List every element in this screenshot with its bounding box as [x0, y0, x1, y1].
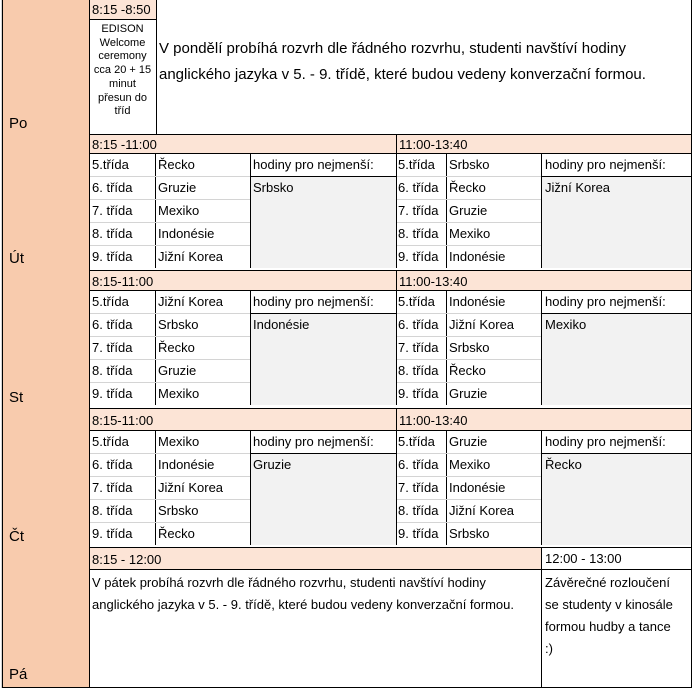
- day-label-monday: Po: [9, 115, 28, 132]
- country-cell: [446, 222, 541, 245]
- border-line: [396, 270, 397, 405]
- class-name: 7. třída: [398, 480, 439, 495]
- day-cell-monday: [3, 0, 89, 134]
- country-cell: [155, 153, 250, 176]
- small-kids-value-cell: [250, 176, 396, 268]
- row-gridline: [90, 199, 250, 200]
- friday-farewell-line: :): [545, 641, 553, 656]
- small-kids-value-cell: [541, 453, 692, 545]
- class-name: 6. třída: [92, 180, 133, 195]
- friday-description-line: V pátek probíhá rozvrh dle řádného rozvrhu, studenti navštíví hodiny: [92, 575, 486, 590]
- small-kids-header-cell: [250, 430, 396, 453]
- small-kids-header-cell: [250, 290, 396, 313]
- class-cell: [89, 522, 155, 545]
- border-line: [541, 313, 692, 314]
- class-name: 7. třída: [92, 203, 133, 218]
- small-kids-header: hodiny pro nejmenší:: [253, 434, 374, 449]
- row-gridline: [397, 176, 541, 177]
- day-spacer: [3, 408, 89, 430]
- class-cell: [89, 359, 155, 382]
- border-line: [89, 569, 692, 570]
- small-kids-country: Mexiko: [545, 317, 587, 332]
- border-line: [89, 290, 692, 291]
- monday-description-cell: [156, 0, 692, 134]
- friday-farewell-line: formou hudby a tance: [545, 619, 671, 634]
- friday-farewell-line: Závěrečné rozloučení: [545, 575, 671, 590]
- class-name: 8. třída: [92, 226, 133, 241]
- day-spacer: [3, 270, 89, 290]
- class-name: 7. třída: [398, 203, 439, 218]
- country-name: Mexiko: [449, 226, 491, 241]
- class-name: 7. třída: [92, 480, 133, 495]
- class-cell: [89, 476, 155, 499]
- row-gridline: [90, 336, 250, 337]
- time-right: 11:00-13:40: [399, 274, 468, 289]
- class-name: 5.třída: [92, 434, 129, 449]
- class-cell: [396, 522, 446, 545]
- row-gridline: [90, 359, 250, 360]
- small-kids-header-cell: [541, 430, 692, 453]
- border-line: [89, 547, 692, 548]
- friday-time-left: 8:15 - 12:00: [92, 552, 162, 567]
- country-cell: [155, 430, 250, 453]
- country-name: Mexiko: [158, 203, 200, 218]
- day-spacer: [3, 134, 89, 153]
- country-cell: [446, 245, 541, 268]
- day-spacer: [3, 547, 89, 569]
- class-cell: [396, 313, 446, 336]
- country-cell: [446, 359, 541, 382]
- class-cell: [89, 176, 155, 199]
- country-cell: [155, 499, 250, 522]
- country-name: Mexiko: [158, 386, 200, 401]
- country-name: Řecko: [158, 157, 195, 172]
- country-cell: [446, 176, 541, 199]
- small-kids-header: hodiny pro nejmenší:: [545, 157, 666, 172]
- class-name: 7. třída: [398, 340, 439, 355]
- day-cell-friday: [3, 569, 89, 688]
- class-name: 8. třída: [398, 503, 439, 518]
- row-gridline: [397, 359, 541, 360]
- country-cell: [155, 199, 250, 222]
- class-name: 8. třída: [92, 503, 133, 518]
- small-kids-value-cell: [250, 453, 396, 545]
- country-cell: [446, 313, 541, 336]
- row-gridline: [397, 453, 541, 454]
- monday-time-cell: [89, 0, 156, 19]
- edison-line: cca 20 + 15: [93, 64, 152, 77]
- small-kids-header-cell: [541, 153, 692, 176]
- small-kids-country: Indonésie: [253, 317, 310, 332]
- country-name: Gruzie: [449, 386, 488, 401]
- time-right: 11:00-13:40: [399, 413, 468, 428]
- country-name: Srbsko: [449, 157, 490, 172]
- border-line: [541, 430, 542, 545]
- row-gridline: [397, 476, 541, 477]
- time-right-cell: [396, 270, 692, 290]
- class-name: 6. třída: [92, 457, 133, 472]
- country-cell: [155, 176, 250, 199]
- row-gridline: [90, 382, 250, 383]
- class-cell: [396, 199, 446, 222]
- edison-line: ceremony: [98, 50, 147, 63]
- friday-farewell-line: se studenty v kinosále: [545, 597, 673, 612]
- country-name: Jižní Korea: [158, 294, 224, 309]
- country-name: Indonésie: [449, 294, 506, 309]
- country-cell: [155, 222, 250, 245]
- country-cell: [446, 153, 541, 176]
- country-cell: [446, 476, 541, 499]
- day-cell-tuesday: [3, 153, 89, 270]
- country-name: Srbsko: [158, 317, 199, 332]
- border-line: [250, 290, 251, 405]
- monday-time: 8:15 -8:50: [92, 2, 151, 17]
- country-name: Jižní Korea: [158, 249, 224, 264]
- country-cell: [446, 199, 541, 222]
- country-cell: [446, 290, 541, 313]
- border-line: [446, 430, 447, 545]
- class-name: 6. třída: [92, 317, 133, 332]
- country-name: Gruzie: [158, 363, 197, 378]
- row-gridline: [90, 222, 250, 223]
- border-line: [446, 153, 447, 268]
- class-name: 8. třída: [398, 226, 439, 241]
- friday-time-right-cell: [541, 547, 692, 569]
- friday-description-cell: [89, 569, 541, 688]
- class-cell: [89, 199, 155, 222]
- day-label-tuesday: Út: [9, 250, 24, 267]
- row-gridline: [397, 245, 541, 246]
- country-name: Gruzie: [449, 434, 488, 449]
- class-name: 7. třída: [92, 340, 133, 355]
- class-cell: [396, 430, 446, 453]
- border-line: [89, 408, 692, 409]
- friday-description-line: anglického jazyka v 5. - 9. třídě, které budou vedeny konverzační formou.: [92, 597, 515, 612]
- country-name: Indonésie: [158, 226, 215, 241]
- day-label-friday: Pá: [9, 666, 28, 683]
- day-label-thursday: Čt: [9, 528, 24, 545]
- class-cell: [89, 313, 155, 336]
- friday-farewell-cell: [541, 569, 692, 688]
- class-cell: [89, 499, 155, 522]
- border-line: [155, 153, 156, 268]
- monday-description-line: anglického jazyka v 5. - 9. třídě, které budou vedeny konverzační formou.: [159, 66, 646, 83]
- class-cell: [89, 153, 155, 176]
- border-line: [396, 134, 397, 268]
- row-gridline: [90, 245, 250, 246]
- border-line: [2, 0, 3, 688]
- class-name: 9. třída: [398, 526, 439, 541]
- country-name: Řecko: [158, 526, 195, 541]
- small-kids-header: hodiny pro nejmenší:: [253, 157, 374, 172]
- time-right: 11:00-13:40: [399, 137, 468, 152]
- small-kids-country: Srbsko: [253, 180, 294, 195]
- row-gridline: [90, 313, 250, 314]
- country-cell: [446, 382, 541, 405]
- edison-line: tříd: [114, 105, 131, 118]
- border-line: [250, 153, 251, 268]
- class-cell: [396, 359, 446, 382]
- edison-line: minut: [109, 77, 136, 90]
- friday-time-right: 12:00 - 13:00: [545, 551, 622, 566]
- small-kids-header-cell: [250, 153, 396, 176]
- class-cell: [396, 176, 446, 199]
- country-cell: [155, 476, 250, 499]
- small-kids-value-cell: [541, 176, 692, 268]
- border-line: [89, 0, 90, 688]
- class-cell: [89, 336, 155, 359]
- edison-cell: [89, 19, 156, 134]
- row-gridline: [397, 336, 541, 337]
- border-line: [89, 153, 692, 154]
- country-cell: [155, 336, 250, 359]
- border-line: [250, 453, 396, 454]
- country-name: Mexiko: [449, 457, 491, 472]
- class-cell: [396, 499, 446, 522]
- row-gridline: [397, 313, 541, 314]
- row-gridline: [397, 522, 541, 523]
- country-cell: [446, 336, 541, 359]
- time-left: 8:15-11:00: [92, 413, 154, 428]
- country-name: Srbsko: [158, 503, 199, 518]
- border-line: [89, 430, 692, 431]
- class-name: 6. třída: [398, 180, 439, 195]
- small-kids-header-cell: [541, 290, 692, 313]
- class-name: 8. třída: [92, 363, 133, 378]
- country-name: Jižní Korea: [449, 503, 515, 518]
- class-cell: [89, 430, 155, 453]
- class-cell: [396, 290, 446, 313]
- class-name: 9. třída: [92, 526, 133, 541]
- time-left-cell: [89, 408, 396, 430]
- class-name: 5.třída: [398, 434, 435, 449]
- country-cell: [155, 522, 250, 545]
- class-name: 9. třída: [398, 386, 439, 401]
- day-cell-thursday: [3, 430, 89, 547]
- small-kids-value-cell: [250, 313, 396, 405]
- country-name: Indonésie: [449, 480, 506, 495]
- day-label-wednesday: St: [9, 389, 24, 406]
- small-kids-country: Řecko: [545, 457, 582, 472]
- time-left-cell: [89, 270, 396, 290]
- class-cell: [396, 382, 446, 405]
- time-left: 8:15 -11:00: [92, 137, 157, 152]
- time-right-cell: [396, 408, 692, 430]
- small-kids-value-cell: [541, 313, 692, 405]
- border-line: [541, 290, 542, 405]
- country-cell: [155, 290, 250, 313]
- border-line: [89, 134, 692, 135]
- country-cell: [446, 453, 541, 476]
- country-name: Jižní Korea: [158, 480, 224, 495]
- edison-line: EDISON: [101, 23, 144, 35]
- border-line: [541, 547, 542, 688]
- small-kids-header: hodiny pro nejmenší:: [545, 294, 666, 309]
- country-name: Srbsko: [449, 340, 490, 355]
- class-name: 5.třída: [92, 157, 129, 172]
- border-line: [89, 19, 156, 20]
- row-gridline: [397, 499, 541, 500]
- class-cell: [89, 290, 155, 313]
- row-gridline: [90, 453, 250, 454]
- class-cell: [396, 476, 446, 499]
- border-line: [541, 153, 542, 268]
- country-name: Mexiko: [158, 434, 200, 449]
- small-kids-header: hodiny pro nejmenší:: [253, 294, 374, 309]
- small-kids-country: Gruzie: [253, 457, 292, 472]
- row-gridline: [90, 499, 250, 500]
- border-line: [446, 290, 447, 405]
- class-cell: [396, 222, 446, 245]
- class-name: 5.třída: [398, 294, 435, 309]
- class-cell: [89, 222, 155, 245]
- class-cell: [89, 245, 155, 268]
- country-name: Gruzie: [449, 203, 488, 218]
- country-name: Indonésie: [449, 249, 506, 264]
- border-line: [250, 176, 396, 177]
- border-line: [156, 0, 157, 134]
- class-name: 6. třída: [398, 457, 439, 472]
- class-cell: [396, 453, 446, 476]
- border-line: [155, 430, 156, 545]
- class-cell: [396, 336, 446, 359]
- row-gridline: [90, 522, 250, 523]
- country-cell: [446, 499, 541, 522]
- border-line: [155, 290, 156, 405]
- edison-line: přesun do: [98, 91, 147, 104]
- class-name: 9. třída: [398, 249, 439, 264]
- border-line: [250, 430, 251, 545]
- class-name: 9. třída: [92, 386, 133, 401]
- country-name: Řecko: [449, 363, 486, 378]
- row-gridline: [397, 199, 541, 200]
- country-cell: [155, 453, 250, 476]
- class-name: 8. třída: [398, 363, 439, 378]
- class-name: 6. třída: [398, 317, 439, 332]
- small-kids-header: hodiny pro nejmenší:: [545, 434, 666, 449]
- country-cell: [446, 430, 541, 453]
- country-cell: [446, 522, 541, 545]
- class-name: 5.třída: [92, 294, 129, 309]
- time-left-cell: [89, 134, 396, 153]
- small-kids-country: Jižní Korea: [545, 180, 611, 195]
- country-name: Řecko: [449, 180, 486, 195]
- class-name: 9. třída: [92, 249, 133, 264]
- country-name: Srbsko: [449, 526, 490, 541]
- border-line: [250, 313, 396, 314]
- monday-description-line: V pondělí probíhá rozvrh dle řádného rozvrhu, studenti navštíví hodiny: [159, 40, 626, 57]
- country-cell: [155, 245, 250, 268]
- border-line: [541, 176, 692, 177]
- time-left: 8:15-11:00: [92, 274, 154, 289]
- country-cell: [155, 382, 250, 405]
- row-gridline: [90, 176, 250, 177]
- class-cell: [396, 153, 446, 176]
- border-line: [541, 453, 692, 454]
- row-gridline: [90, 476, 250, 477]
- country-cell: [155, 359, 250, 382]
- day-cell-wednesday: [3, 290, 89, 408]
- country-name: Indonésie: [158, 457, 215, 472]
- class-cell: [89, 382, 155, 405]
- class-cell: [89, 453, 155, 476]
- country-cell: [155, 313, 250, 336]
- class-name: 5.třída: [398, 157, 435, 172]
- friday-time-left-cell: [89, 547, 541, 569]
- border-line: [89, 270, 692, 271]
- row-gridline: [397, 382, 541, 383]
- country-name: Jižní Korea: [449, 317, 515, 332]
- row-gridline: [397, 222, 541, 223]
- class-cell: [396, 245, 446, 268]
- edison-line: Welcome: [99, 36, 146, 49]
- country-name: Řecko: [158, 340, 195, 355]
- country-name: Gruzie: [158, 180, 197, 195]
- time-right-cell: [396, 134, 692, 153]
